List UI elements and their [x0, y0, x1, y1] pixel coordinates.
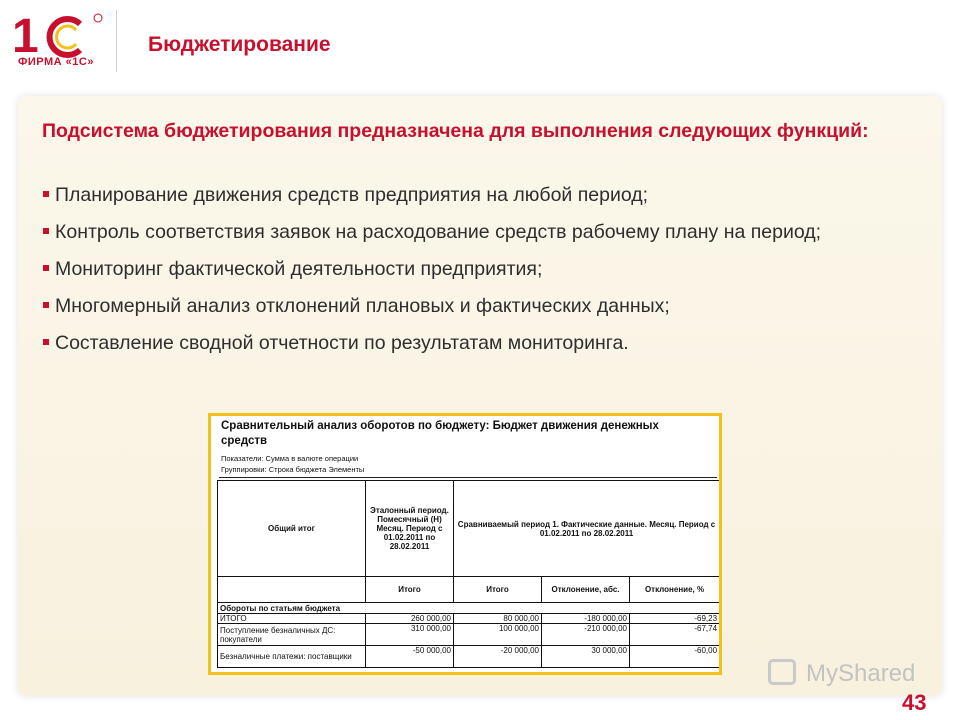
row-label: Поступление безналичных ДС: покупатели [218, 624, 366, 646]
svg-text:1: 1 [12, 10, 39, 63]
row-reference-value: 310 000,00 [366, 624, 454, 646]
row-label: Безналичные платежи: поставщики [218, 646, 366, 668]
bullet-square-icon [43, 191, 49, 197]
table-section-row [218, 603, 720, 614]
header-divider [116, 10, 117, 72]
watermark-text: MyShared [806, 660, 916, 687]
header-compared-period: Сравниваемый период 1. Фактические данные. Месяц. Период с 01.02.2011 по 28.02.2011 [454, 481, 720, 577]
row-abs-deviation: 30 000,00 [542, 646, 630, 668]
bullet-square-icon [43, 339, 49, 345]
header-reference-period: Эталонный период. Помесячный (Н) Месяц. Период с 01.02.2011 по 28.02.2011 [366, 481, 454, 577]
list-item-text: Мониторинг фактической деятельности предприятия; [55, 258, 543, 280]
subheader-empty [218, 577, 366, 603]
list-item-text: Контроль соответствия заявок на расходование средств рабочему плану на период; [55, 221, 822, 243]
presentation-icon [768, 659, 796, 685]
slide-header [0, 0, 960, 82]
row-abs-deviation: -180 000,00 [542, 614, 630, 624]
section-label: Обороты по статьям бюджета [218, 603, 720, 614]
row-pct-deviation: -67,74 [630, 624, 720, 646]
row-abs-deviation: -210 000,00 [542, 624, 630, 646]
table-row [218, 624, 720, 646]
table-row [218, 646, 720, 668]
subheader-cell: Отклонение, абс. [542, 577, 630, 603]
function-list [42, 181, 922, 366]
row-compared-value: -20 000,00 [454, 646, 542, 668]
table-header-row [218, 481, 720, 577]
list-item-text: Планирование движения средств предприятия на любой период; [55, 184, 649, 206]
report-title: Сравнительный анализ оборотов по бюджету: Бюджет движения денежных средств [221, 420, 659, 447]
list-item-text: Многомерный анализ отклонений плановых и фактических данных; [55, 295, 670, 317]
bullet-square-icon [43, 228, 49, 234]
report-indicators: Показатели: Сумма в валюте операции [221, 454, 359, 463]
row-pct-deviation: -60,00 [630, 646, 720, 668]
list-item [42, 181, 922, 209]
page-number: 43 [902, 690, 927, 715]
list-item [42, 255, 922, 283]
report-table [217, 480, 720, 668]
intro-text: Подсистема бюджетирования предназначена для выполнения следующих функций: [42, 120, 869, 142]
bullet-square-icon [43, 265, 49, 271]
table-subheader-row [218, 577, 720, 603]
list-item-text: Составление сводной отчетности по результатам мониторинга. [55, 332, 629, 354]
table-row [218, 614, 720, 624]
row-compared-value: 80 000,00 [454, 614, 542, 624]
report-rule [219, 477, 717, 478]
subheader-cell: Отклонение, % [630, 577, 720, 603]
list-item [42, 292, 922, 320]
subheader-cell: Итого [454, 577, 542, 603]
page-title: Бюджетирование [148, 33, 331, 56]
row-label: ИТОГО [218, 614, 366, 624]
list-item [42, 329, 922, 357]
row-compared-value: 100 000,00 [454, 624, 542, 646]
logo-caption: ФИРМА «1С» [18, 56, 94, 68]
header-total: Общий итог [218, 481, 366, 577]
list-item [42, 218, 922, 246]
row-pct-deviation: -69,23 [630, 614, 720, 624]
row-reference-value: 260 000,00 [366, 614, 454, 624]
row-reference-value: -50 000,00 [366, 646, 454, 668]
report-groupings: Группировки: Строка бюджета Элементы [221, 465, 365, 474]
subheader-cell: Итого [366, 577, 454, 603]
bullet-square-icon [43, 302, 49, 308]
report-screenshot [208, 413, 722, 675]
